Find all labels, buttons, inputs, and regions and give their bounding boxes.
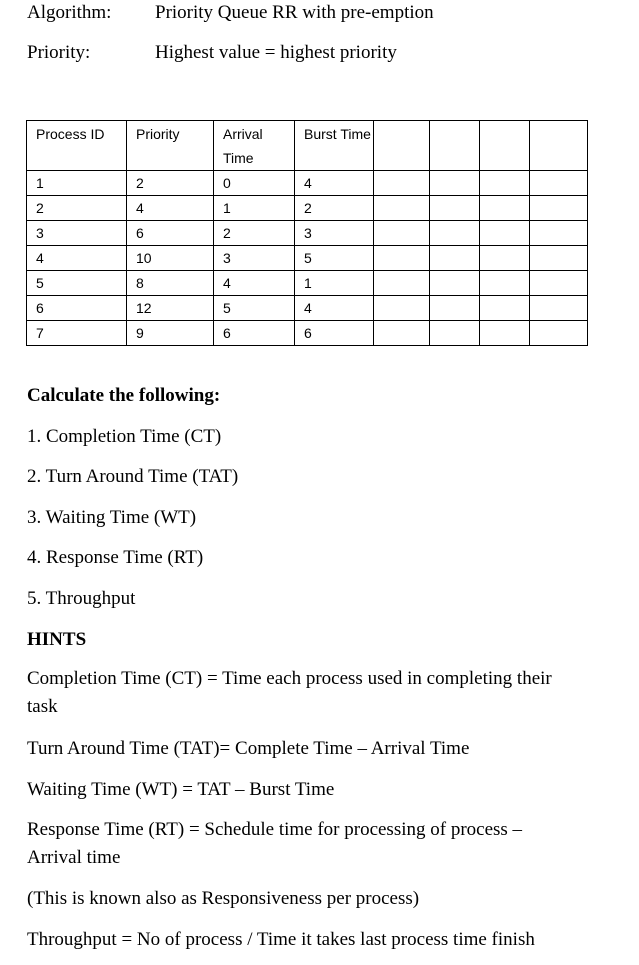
cell-priority: 10 — [127, 246, 214, 271]
table-row — [27, 296, 588, 321]
algorithm-label: Algorithm: — [27, 2, 112, 23]
empty-cell — [480, 221, 530, 246]
cell-process-id: 3 — [27, 221, 127, 246]
task-item: 1. Completion Time (CT) — [27, 426, 222, 447]
cell-process-id: 2 — [27, 196, 127, 221]
algorithm-value: Priority Queue RR with pre-emption — [155, 2, 434, 23]
empty-cell — [530, 221, 588, 246]
table-row — [27, 271, 588, 296]
cell-burst-time: 5 — [295, 246, 374, 271]
empty-cell — [480, 296, 530, 321]
table-header-row — [27, 121, 588, 171]
empty-cell — [480, 196, 530, 221]
empty-cell — [530, 271, 588, 296]
header-process-id: Process ID — [27, 121, 127, 171]
cell-burst-time: 4 — [295, 296, 374, 321]
empty-cell — [480, 246, 530, 271]
hint-waiting-time: Waiting Time (WT) = TAT – Burst Time — [27, 779, 335, 800]
priority-value: Highest value = highest priority — [155, 42, 397, 63]
hint-throughput: Throughput = No of process / Time it takes last process time finish — [27, 929, 535, 950]
empty-cell — [530, 171, 588, 196]
hint-completion-time: Completion Time (CT) = Time each process used in completing their task — [27, 668, 552, 717]
header-empty-cell — [530, 121, 588, 171]
cell-arrival-time: 6 — [214, 321, 295, 346]
empty-cell — [530, 246, 588, 271]
header-empty-cell — [430, 121, 480, 171]
empty-cell — [530, 296, 588, 321]
cell-arrival-time: 4 — [214, 271, 295, 296]
cell-burst-time: 4 — [295, 171, 374, 196]
cell-process-id: 1 — [27, 171, 127, 196]
header-priority: Priority — [127, 121, 214, 171]
table-row — [27, 171, 588, 196]
task-heading: Calculate the following: — [27, 385, 221, 406]
empty-cell — [430, 296, 480, 321]
table-row — [27, 196, 588, 221]
priority-label: Priority: — [27, 42, 91, 63]
empty-cell — [374, 196, 430, 221]
empty-cell — [430, 171, 480, 196]
cell-arrival-time: 0 — [214, 171, 295, 196]
cell-priority: 4 — [127, 196, 214, 221]
cell-arrival-time: 5 — [214, 296, 295, 321]
hint-responsiveness-note: (This is known also as Responsiveness per process) — [27, 888, 420, 909]
empty-cell — [374, 171, 430, 196]
empty-cell — [430, 196, 480, 221]
empty-cell — [480, 271, 530, 296]
header-empty-cell — [374, 121, 430, 171]
table-row — [27, 246, 588, 271]
cell-burst-time: 3 — [295, 221, 374, 246]
task-item: 4. Response Time (RT) — [27, 547, 204, 568]
cell-priority: 9 — [127, 321, 214, 346]
empty-cell — [480, 321, 530, 346]
empty-cell — [374, 321, 430, 346]
empty-cell — [430, 321, 480, 346]
cell-burst-time: 6 — [295, 321, 374, 346]
cell-priority: 6 — [127, 221, 214, 246]
table-row — [27, 221, 588, 246]
empty-cell — [530, 196, 588, 221]
hint-turn-around-time: Turn Around Time (TAT)= Complete Time – Arrival Time — [27, 738, 470, 759]
table-row — [27, 321, 588, 346]
empty-cell — [430, 246, 480, 271]
hint-response-time: Response Time (RT) = Schedule time for processing of process – Arrival time — [27, 819, 523, 868]
cell-arrival-time: 3 — [214, 246, 295, 271]
cell-priority: 2 — [127, 171, 214, 196]
hints-heading: HINTS — [27, 629, 87, 650]
task-item: 5. Throughput — [27, 588, 136, 609]
cell-priority: 8 — [127, 271, 214, 296]
header-arrival-time: Arrival Time — [214, 121, 295, 171]
empty-cell — [374, 296, 430, 321]
cell-process-id: 5 — [27, 271, 127, 296]
empty-cell — [430, 221, 480, 246]
header-empty-cell — [480, 121, 530, 171]
empty-cell — [530, 321, 588, 346]
empty-cell — [430, 271, 480, 296]
empty-cell — [374, 221, 430, 246]
cell-process-id: 4 — [27, 246, 127, 271]
cell-priority: 12 — [127, 296, 214, 321]
cell-arrival-time: 2 — [214, 221, 295, 246]
empty-cell — [480, 171, 530, 196]
task-item: 2. Turn Around Time (TAT) — [27, 466, 239, 487]
process-table — [26, 120, 588, 346]
empty-cell — [374, 246, 430, 271]
cell-process-id: 7 — [27, 321, 127, 346]
cell-process-id: 6 — [27, 296, 127, 321]
cell-burst-time: 1 — [295, 271, 374, 296]
task-item: 3. Waiting Time (WT) — [27, 507, 197, 528]
empty-cell — [374, 271, 430, 296]
cell-arrival-time: 1 — [214, 196, 295, 221]
cell-burst-time: 2 — [295, 196, 374, 221]
header-burst-time: Burst Time — [295, 121, 374, 171]
